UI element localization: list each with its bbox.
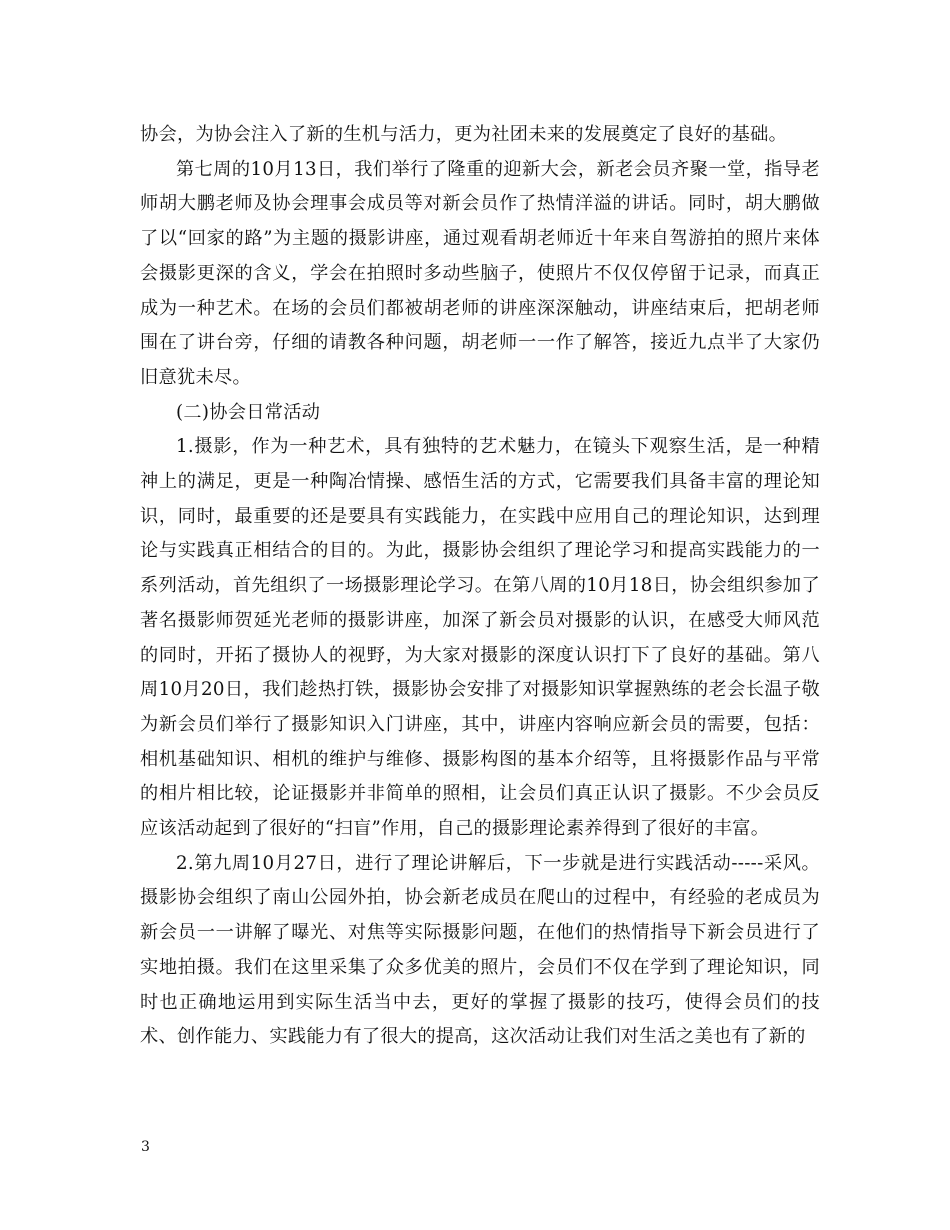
page-number: 3 <box>141 1139 150 1155</box>
document-body <box>140 118 820 1055</box>
paragraph-continuation: 协会，为协会注入了新的生机与活力，更为社团未来的发展奠定了良好的基础。 <box>140 124 788 145</box>
paragraph-field-practice: 2.第九周10月27日，进行了理论讲解后，下一步就是进行实践活动-----采风。摄影协会组织了南山公园外拍，协会新老成员在爬山的过程中，有经验的老成员为新会员一一讲解了曝光、对焦等实际摄影问题，在他们的热情指导下新会员进行了实地拍摄。我们在这里采集了众多优美的照片，会员们不仅在学到了理论知识，同时也正确地运用到实际生活当中去，更好的掌握了摄影的技巧，使得会员们的技术、创作能力、实践能力有了很大的提高，这次活动让我们对生活之美也有了新的 <box>140 852 820 1048</box>
paragraph-theory-study: 1.摄影，作为一种艺术，具有独特的艺术魅力，在镜头下观察生活，是一种精神上的满足，更是一种陶冶情操、感悟生活的方式，它需要我们具备丰富的理论知识，同时，最重要的还是要具有实践能力，在实践中应用自己的理论知识，达到理论与实践真正相结合的目的。为此，摄影协会组织了理论学习和提高实践能力的一系列活动，首先组织了一场摄影理论学习。在第八周的10月18日，协会组织参加了著名摄影师贺延光老师的摄影讲座，加深了新会员对摄影的认识，在感受大师风范的同时，开拓了摄协人的视野，为大家对摄影的深度认识打下了良好的基础。第八周10月20日，我们趁热打铁，摄影协会安排了对摄影知识掌握熟练的老会长温子敬为新会员们举行了摄影知识入门讲座，其中，讲座内容响应新会员的需要，包括：相机基础知识、相机的维护与维修、摄影构图的基本介绍等，且将摄影作品与平常的相片相比较，论证摄影并非简单的照相，让会员们真正认识了摄影。不少会员反应该活动起到了很好的“扫盲”作用，自己的摄影理论素养得到了很好的丰富。 <box>140 436 820 840</box>
section-heading-daily-activities: (二)协会日常活动 <box>176 401 321 423</box>
paragraph-welcome-meeting: 第七周的10月13日，我们举行了隆重的迎新大会，新老会员齐聚一堂，指导老师胡大鹏老师及协会理事会成员等对新会员作了热情洋溢的讲话。同时，胡大鹏做了以“回家的路”为主题的摄影讲座，通过观看胡老师近十年来自驾游拍的照片来体会摄影更深的含义，学会在拍照时多动些脑子，使照片不仅仅停留于记录，而真正成为一种艺术。在场的会员们都被胡老师的讲座深深触动，讲座结束后，把胡老师围在了讲台旁，仔细的请教各种问题，胡老师一一作了解答，接近九点半了大家仍旧意犹未尽。 <box>140 158 820 388</box>
